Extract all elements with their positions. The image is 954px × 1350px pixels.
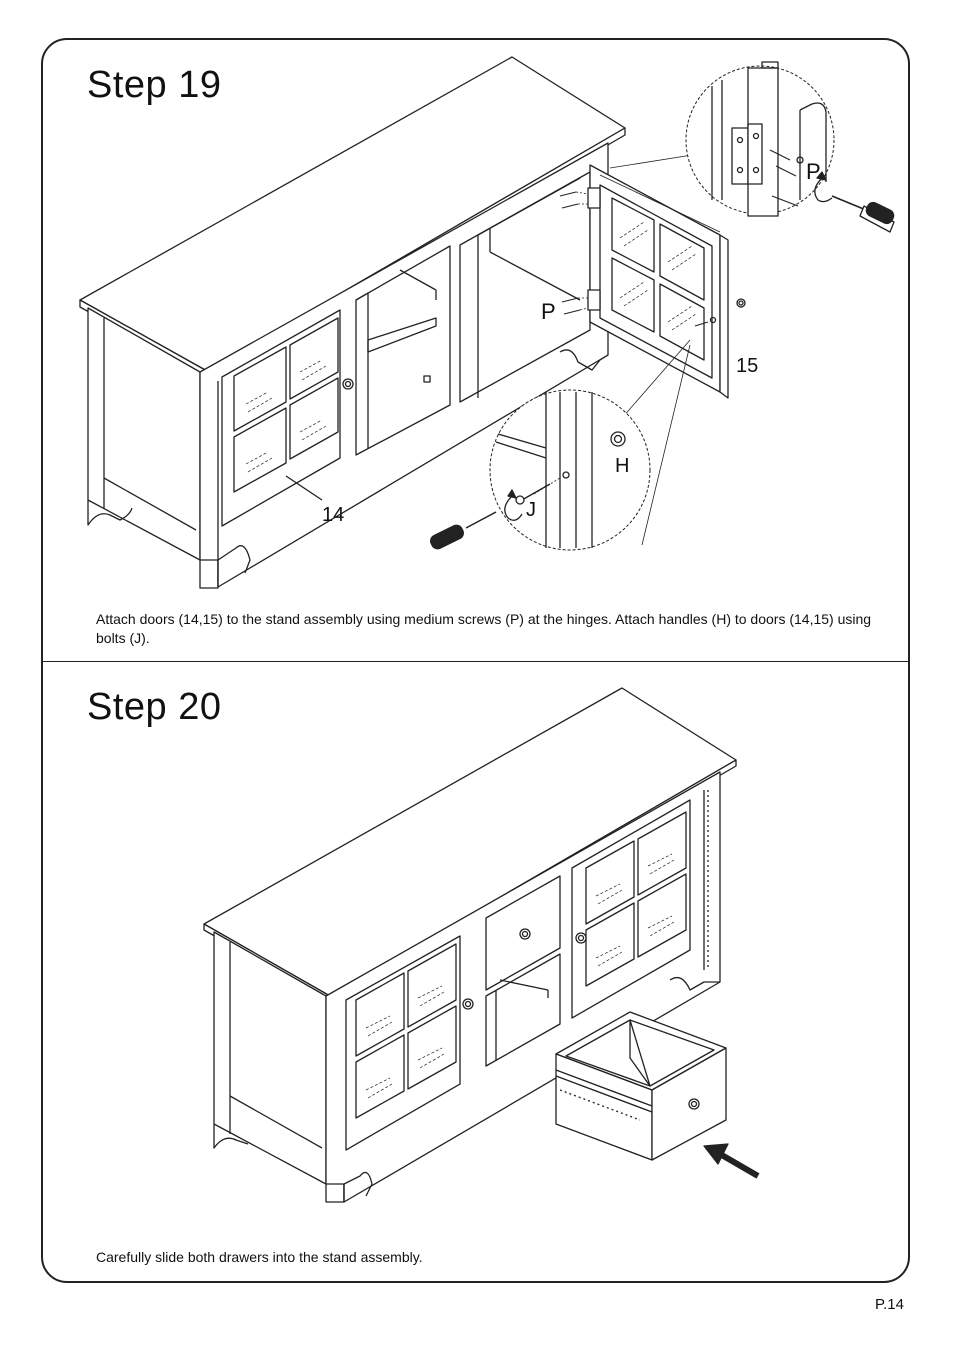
label-screw-p-zoom: P bbox=[806, 159, 821, 184]
label-door-14: 14 bbox=[322, 504, 345, 526]
step-19-title: Step 19 bbox=[87, 64, 222, 106]
step-20-instructions: Carefully slide both drawers into the stand assembly. bbox=[96, 1249, 423, 1265]
label-door-15: 15 bbox=[736, 355, 759, 377]
label-bolt-j: J bbox=[526, 499, 536, 521]
label-screw-p: P bbox=[541, 299, 556, 324]
step-19-instructions: Attach doors (14,15) to the stand assembly using medium screws (P) at the hinges. Attach handles (H) to doors (14,15) using bolts (J). bbox=[96, 611, 872, 646]
step-20-title: Step 20 bbox=[87, 686, 222, 728]
label-handle-h: H bbox=[615, 455, 630, 477]
page-number: P.14 bbox=[875, 1296, 904, 1313]
insert-arrow bbox=[704, 1144, 758, 1176]
